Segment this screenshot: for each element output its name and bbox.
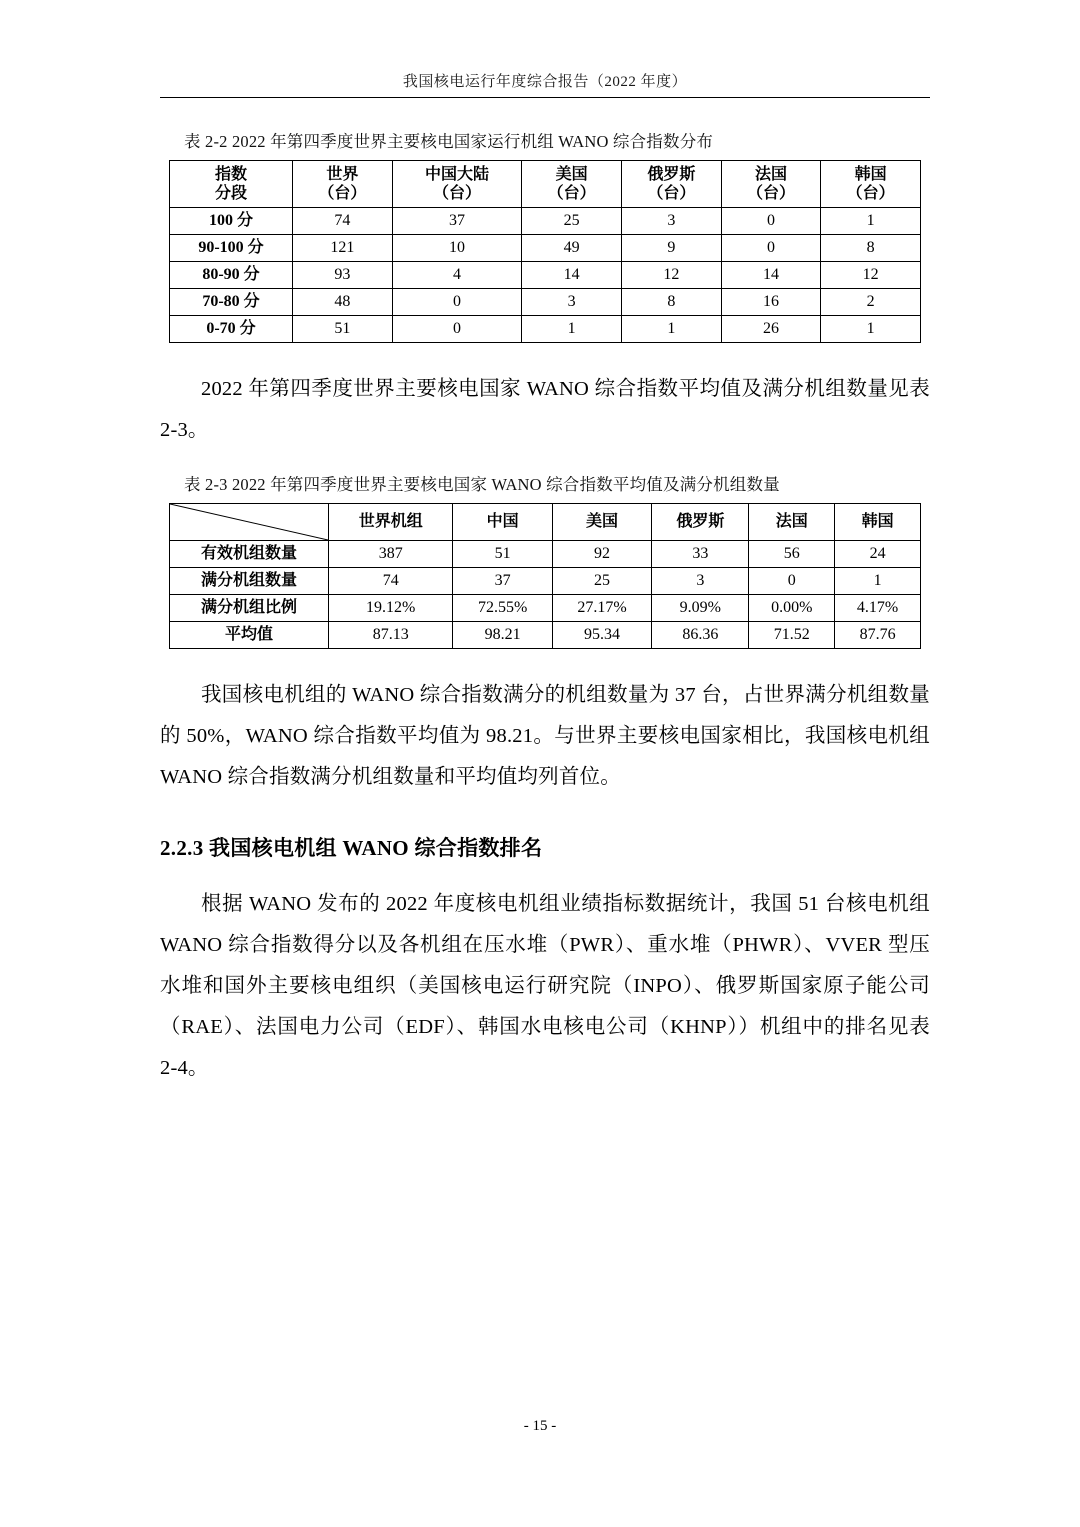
- cell: 98.21: [453, 622, 552, 649]
- cell: 0: [749, 568, 835, 595]
- cell: 0: [392, 289, 522, 316]
- header-line-2: （台）: [318, 185, 367, 203]
- cell: 0.00%: [749, 595, 835, 622]
- table-2-3-header-france: 法国: [749, 504, 835, 541]
- header-line-1: 俄罗斯: [647, 166, 696, 183]
- cell: 71.52: [749, 622, 835, 649]
- table-row: [170, 208, 921, 235]
- cell: 121: [293, 235, 393, 262]
- cell: 0: [721, 208, 821, 235]
- paragraph-2: 我国核电机组的 WANO 综合指数满分的机组数量为 37 台，占世界满分机组数量的 50%，WANO 综合指数平均值为 98.21。与世界主要核电国家相比，我国核电机组 WANO 综合指数满分机组数量和平均值均列首位。: [160, 684, 930, 789]
- row-label: 满分机组比例: [170, 595, 329, 622]
- header-line-2: 分段: [214, 185, 247, 203]
- header-line-2: （台）: [547, 185, 596, 203]
- cell: 12: [821, 262, 921, 289]
- paragraph-3: 根据 WANO 发布的 2022 年度核电机组业绩指标数据统计，我国 51 台核电机组 WANO 综合指数得分以及各机组在压水堆（PWR）、重水堆（PHWR）、VVER 型压水堆和国外主要核电组织（美国核电运行研究院（INPO）、俄罗斯国家原子能公司（RAE）、法国电力公司（EDF）、韩国水电核电公司（KHNP））机组中的排名见表 2-4。: [160, 893, 930, 1080]
- table-row: [170, 161, 921, 208]
- cell: 51: [293, 316, 393, 343]
- cell: 3: [652, 568, 749, 595]
- row-label: 90-100 分: [170, 235, 293, 262]
- table-2-3-caption: 表 2-3 2022 年第四季度世界主要核电国家 WANO 综合指数平均值及满分机组数量: [184, 475, 780, 495]
- cell: 37: [392, 208, 522, 235]
- cell: 3: [622, 208, 722, 235]
- cell: 33: [652, 541, 749, 568]
- cell: 4: [392, 262, 522, 289]
- header-line-2: （台）: [846, 185, 895, 203]
- cell: 9.09%: [652, 595, 749, 622]
- table-2-3-header-world: 世界机组: [329, 504, 453, 541]
- cell: 25: [522, 208, 622, 235]
- table-row: [170, 235, 921, 262]
- cell: 19.12%: [329, 595, 453, 622]
- row-label: 100 分: [170, 208, 293, 235]
- table-2-2-header-usa: [522, 161, 622, 208]
- header-line-1: 法国: [754, 166, 787, 183]
- header-line-1: 韩国: [854, 166, 887, 183]
- table-2-2-header-segment: [170, 161, 293, 208]
- cell: 0: [392, 316, 522, 343]
- table-2-3-header-korea: 韩国: [835, 504, 921, 541]
- table-2-2-header-china: [392, 161, 522, 208]
- header-line-1: 中国大陆: [424, 166, 489, 183]
- cell: 4.17%: [835, 595, 921, 622]
- cell: 3: [522, 289, 622, 316]
- cell: 9: [622, 235, 722, 262]
- row-label: 80-90 分: [170, 262, 293, 289]
- cell: 387: [329, 541, 453, 568]
- cell: 10: [392, 235, 522, 262]
- row-label: 平均值: [170, 622, 329, 649]
- cell: 8: [622, 289, 722, 316]
- table-row: [170, 316, 921, 343]
- cell: 86.36: [652, 622, 749, 649]
- cell: 24: [835, 541, 921, 568]
- cell: 95.34: [552, 622, 651, 649]
- row-label: 有效机组数量: [170, 541, 329, 568]
- header-line-2: （台）: [746, 185, 795, 203]
- row-label: 0-70 分: [170, 316, 293, 343]
- running-header: 我国核电运行年度综合报告（2022 年度）: [402, 74, 688, 90]
- cell: 14: [721, 262, 821, 289]
- paragraph-1: 2022 年第四季度世界主要核电国家 WANO 综合指数平均值及满分机组数量见表 2-3。: [160, 378, 930, 442]
- header-line-2: （台）: [647, 185, 696, 203]
- section-heading-2-2-3: 2.2.3 我国核电机组 WANO 综合指数排名: [160, 836, 543, 861]
- table-2-2-caption: 表 2-2 2022 年第四季度世界主要核电国家运行机组 WANO 综合指数分布: [184, 132, 714, 151]
- table-2-2-header-world: [293, 161, 393, 208]
- table-2-3-header-usa: 美国: [552, 504, 651, 541]
- table-row: [170, 289, 921, 316]
- cell: 74: [329, 568, 453, 595]
- row-label: 满分机组数量: [170, 568, 329, 595]
- table-row: [170, 595, 921, 622]
- table-2-2-header-france: [721, 161, 821, 208]
- header-line-1: 美国: [555, 166, 588, 183]
- header-line-2: （台）: [432, 185, 481, 203]
- cell: 49: [522, 235, 622, 262]
- cell: 1: [522, 316, 622, 343]
- cell: 74: [293, 208, 393, 235]
- table-2-2-header-russia: [622, 161, 722, 208]
- table-2-3-header-china: 中国: [453, 504, 552, 541]
- cell: 51: [453, 541, 552, 568]
- table-row: [170, 262, 921, 289]
- cell: 56: [749, 541, 835, 568]
- table-2-2: [169, 160, 921, 343]
- cell: 27.17%: [552, 595, 651, 622]
- cell: 72.55%: [453, 595, 552, 622]
- page-content: [160, 70, 930, 1109]
- table-2-3-header-russia: 俄罗斯: [652, 504, 749, 541]
- cell: 8: [821, 235, 921, 262]
- cell: 48: [293, 289, 393, 316]
- table-row: [170, 541, 921, 568]
- cell: 16: [721, 289, 821, 316]
- cell: 26: [721, 316, 821, 343]
- cell: 37: [453, 568, 552, 595]
- header-line-1: 指数: [214, 166, 247, 183]
- cell: 0: [721, 235, 821, 262]
- table-2-3: [169, 503, 921, 649]
- header-line-1: 世界: [326, 166, 359, 183]
- cell: 1: [821, 316, 921, 343]
- table-row: [170, 568, 921, 595]
- cell: 92: [552, 541, 651, 568]
- cell: 12: [622, 262, 722, 289]
- cell: 87.76: [835, 622, 921, 649]
- table-row: [170, 504, 921, 541]
- cell: 93: [293, 262, 393, 289]
- table-row: [170, 622, 921, 649]
- row-label: 70-80 分: [170, 289, 293, 316]
- cell: 1: [835, 568, 921, 595]
- cell: 2: [821, 289, 921, 316]
- header-rule: [160, 97, 930, 98]
- cell: 1: [622, 316, 722, 343]
- table-2-2-header-korea: [821, 161, 921, 208]
- table-2-3-corner-diagonal-cell: [170, 504, 329, 541]
- cell: 25: [552, 568, 651, 595]
- cell: 87.13: [329, 622, 453, 649]
- cell: 14: [522, 262, 622, 289]
- page-number: - 15 -: [523, 1418, 557, 1434]
- cell: 1: [821, 208, 921, 235]
